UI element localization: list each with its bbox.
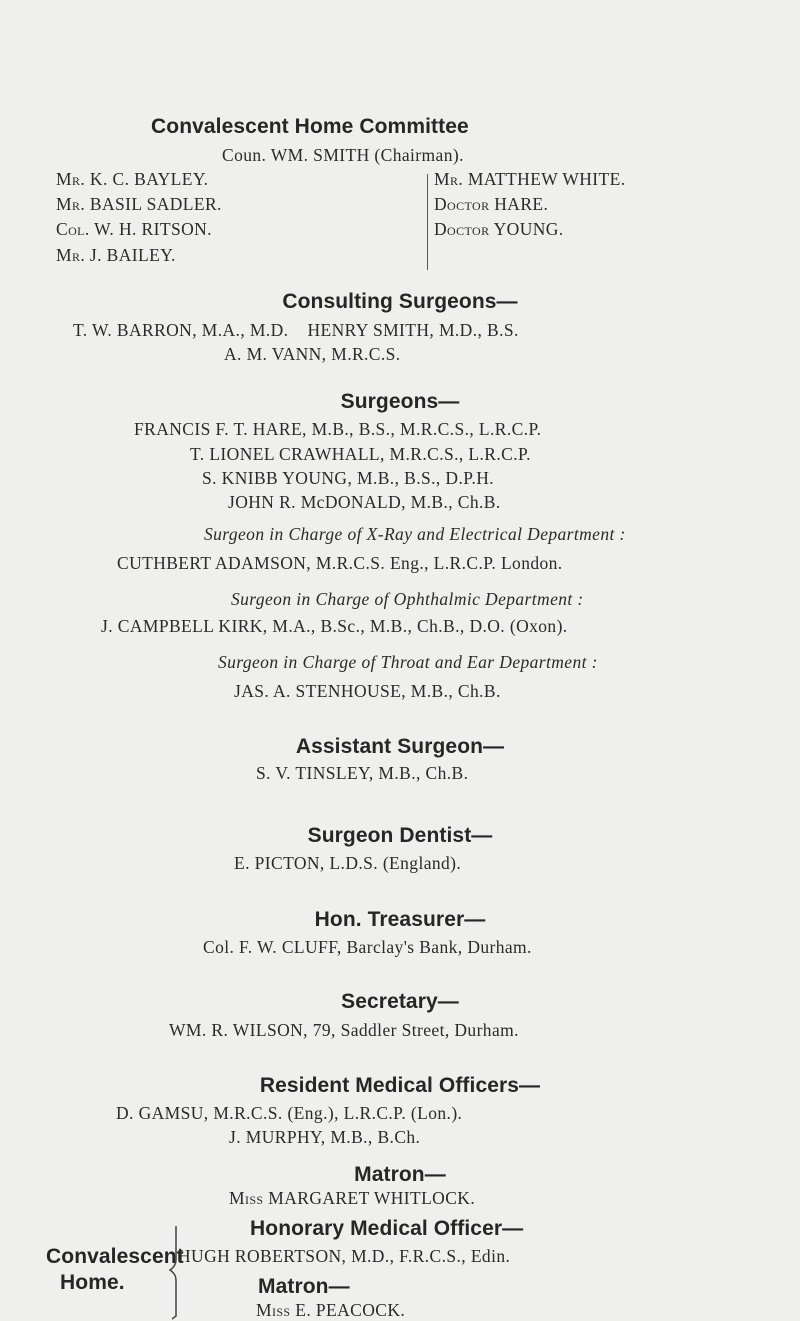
- committee-member: Mr. K. C. BAYLEY.: [56, 169, 209, 189]
- department-surgeon: JAS. A. STENHOUSE, M.B., Ch.B.: [234, 681, 501, 701]
- column-divider: [427, 174, 428, 270]
- resident-officer-name: J. MURPHY, M.B., B.Ch.: [229, 1127, 421, 1147]
- committee-chairman: Coun. WM. SMITH (Chairman).: [222, 145, 464, 165]
- treasurer-name: Col. F. W. CLUFF, Barclay's Bank, Durham.: [203, 937, 532, 957]
- home-matron-name: Miss E. PEACOCK.: [256, 1300, 406, 1320]
- home-matron-heading: Matron—: [258, 1275, 350, 1298]
- convalescent-home-label: Home.: [60, 1271, 125, 1294]
- committee-member: Doctor YOUNG.: [434, 219, 564, 239]
- assistant-surgeon-name: S. V. TINSLEY, M.B., Ch.B.: [256, 763, 469, 783]
- matron-name: Miss MARGARET WHITLOCK.: [229, 1188, 476, 1208]
- department-surgeon: CUTHBERT ADAMSON, M.R.C.S. Eng., L.R.C.P. London.: [117, 553, 563, 573]
- resident-officers-heading: Resident Medical Officers—: [259, 1074, 541, 1097]
- committee-member: Col. W. H. RITSON.: [56, 219, 212, 239]
- committee-member: Mr. BASIL SADLER.: [56, 194, 222, 214]
- secretary-name: WM. R. WILSON, 79, Saddler Street, Durham.: [169, 1020, 519, 1040]
- committee-member: Mr. J. BAILEY.: [56, 245, 176, 265]
- department-label: Surgeon in Charge of Throat and Ear Department :: [218, 652, 598, 672]
- surgeon-dentist-name: E. PICTON, L.D.S. (England).: [234, 853, 462, 873]
- department-label: Surgeon in Charge of X-Ray and Electrical Department :: [204, 524, 626, 544]
- surgeons-heading: Surgeons—: [340, 390, 460, 413]
- surgeon-name: T. LIONEL CRAWHALL, M.R.C.S., L.R.C.P.: [190, 444, 531, 464]
- consulting-surgeons-heading: Consulting Surgeons—: [282, 290, 518, 313]
- resident-officer-name: D. GAMSU, M.R.C.S. (Eng.), L.R.C.P. (Lon.).: [116, 1103, 463, 1123]
- matron-heading: Matron—: [354, 1163, 446, 1186]
- treasurer-heading: Hon. Treasurer—: [314, 908, 486, 931]
- committee-member: Doctor HARE.: [434, 194, 549, 214]
- brace-icon: [166, 1224, 180, 1320]
- department-label: Surgeon in Charge of Ophthalmic Department :: [231, 589, 584, 609]
- surgeon-name: S. KNIBB YOUNG, M.B., B.S., D.P.H.: [202, 468, 495, 488]
- surgeon-dentist-heading: Surgeon Dentist—: [307, 824, 493, 847]
- committee-member: Mr. MATTHEW WHITE.: [434, 169, 626, 189]
- surgeon-name: FRANCIS F. T. HARE, M.B., B.S., M.R.C.S., L.R.C.P.: [134, 419, 542, 439]
- surgeon-name: JOHN R. McDONALD, M.B., Ch.B.: [228, 492, 501, 512]
- assistant-surgeon-heading: Assistant Surgeon—: [295, 735, 505, 758]
- consulting-surgeons-line: T. W. BARRON, M.A., M.D. HENRY SMITH, M.D., B.S.: [73, 320, 519, 340]
- honorary-officer-heading: Honorary Medical Officer—: [250, 1217, 524, 1240]
- department-surgeon: J. CAMPBELL KIRK, M.A., B.Sc., M.B., Ch.B., D.O. (Oxon).: [101, 616, 568, 636]
- secretary-heading: Secretary—: [341, 990, 459, 1013]
- honorary-officer-name: HUGH ROBERTSON, M.D., F.R.C.S., Edin.: [178, 1246, 511, 1266]
- consulting-surgeons-line: A. M. VANN, M.R.C.S.: [224, 344, 401, 364]
- convalescent-home-label: Convalescent: [46, 1245, 184, 1268]
- committee-title: Convalescent Home Committee: [151, 115, 469, 138]
